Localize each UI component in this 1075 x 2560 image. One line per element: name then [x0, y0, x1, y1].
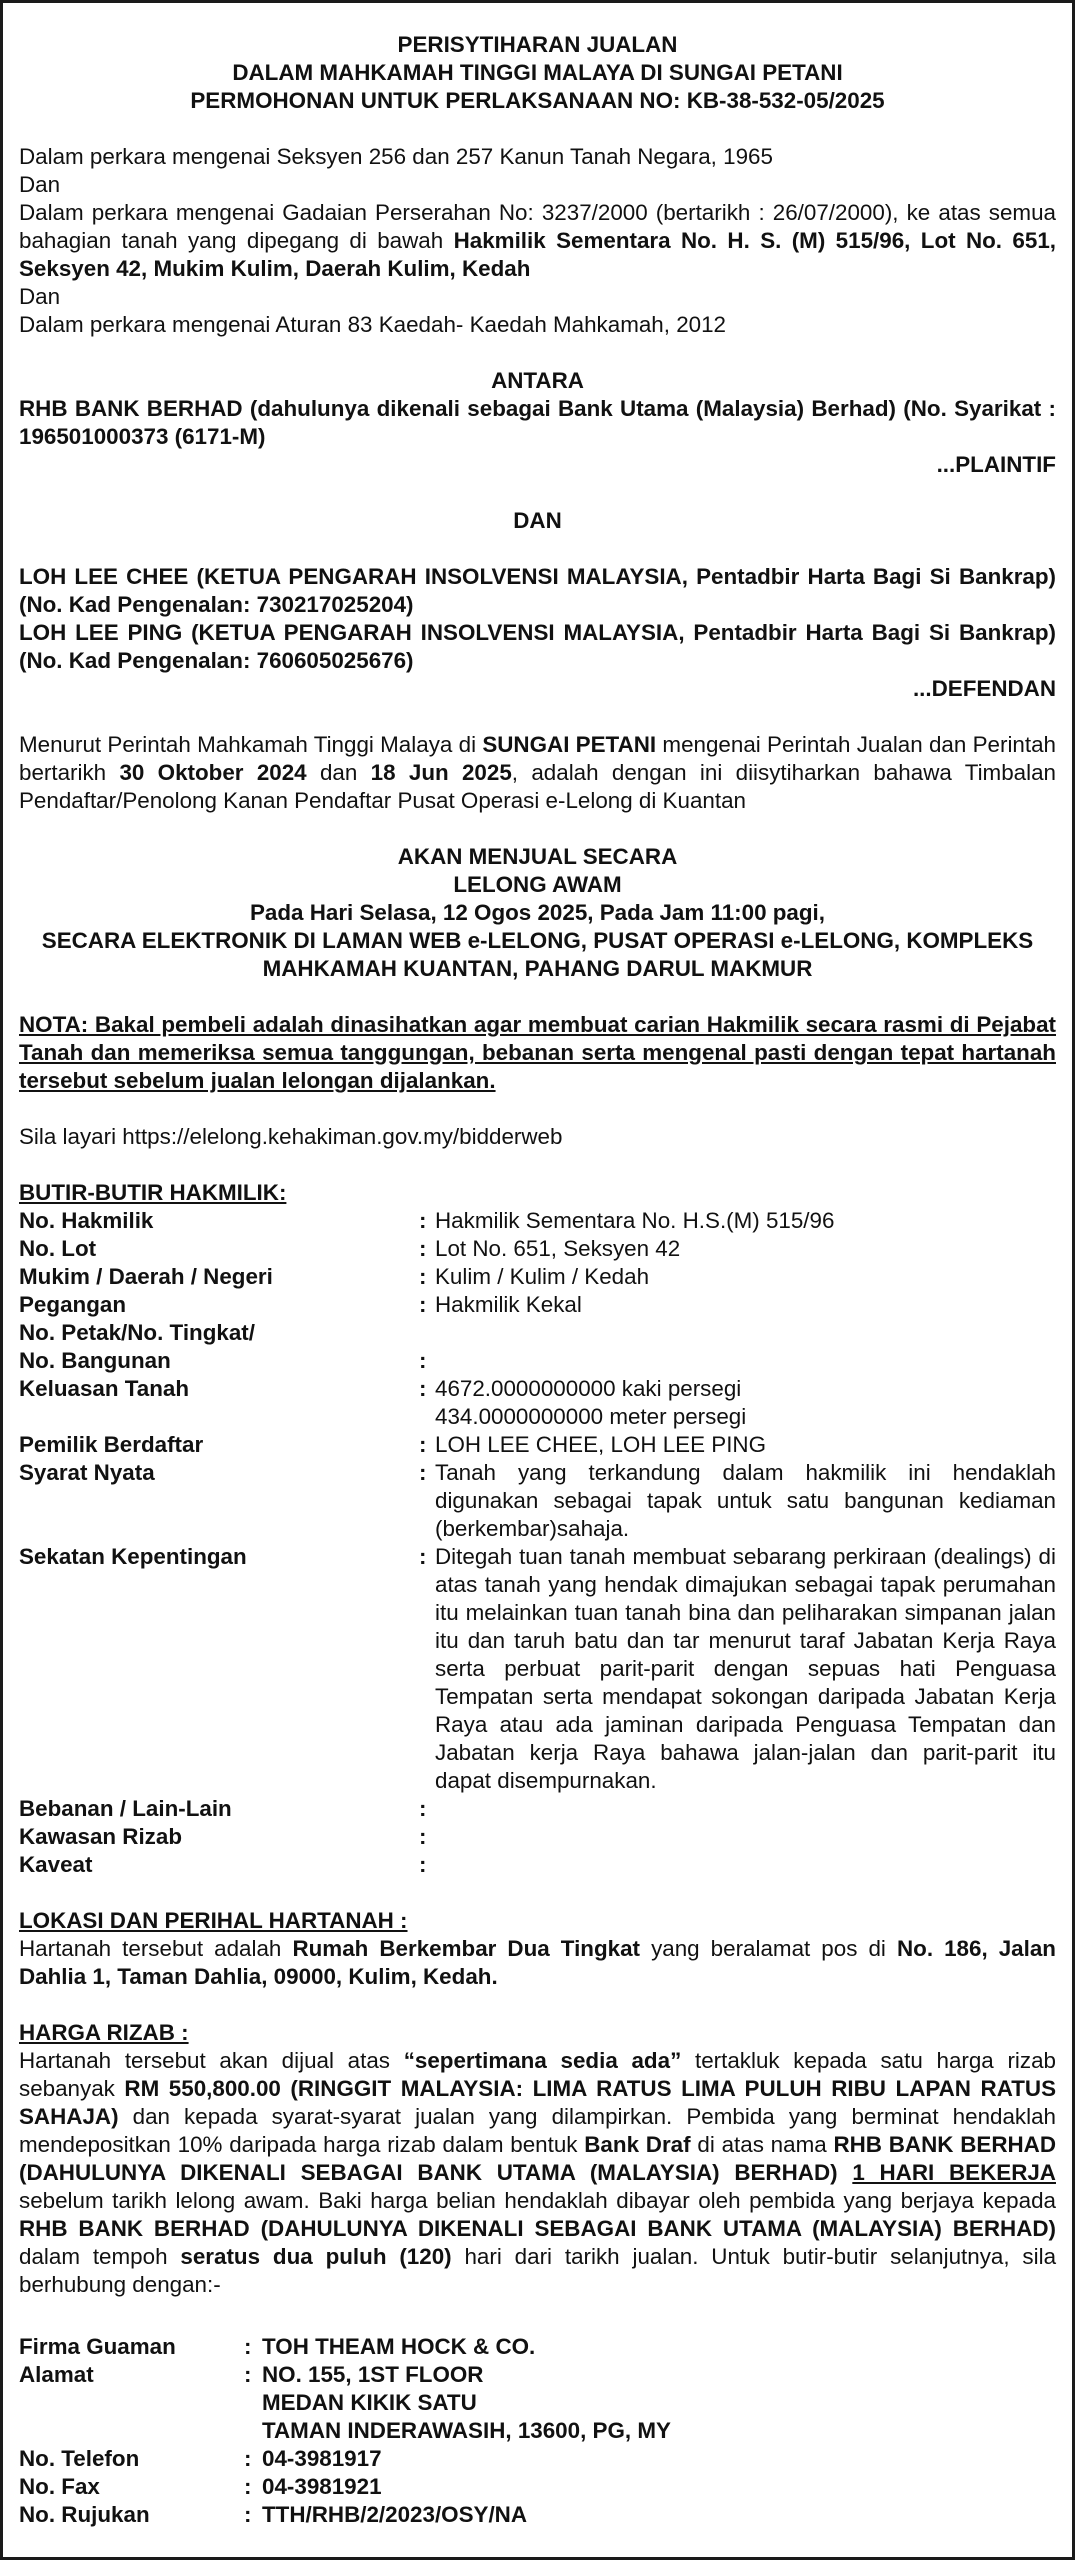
- colon: :: [419, 1208, 427, 1233]
- payee-bank-1: RHB BANK BERHAD (DAHULUNYA DIKENALI SEBAGAI BANK UTAMA (MALAYSIA) BERHAD): [19, 2132, 1056, 2185]
- plaintiff-role: ...PLAINTIF: [936, 452, 1056, 477]
- title-detail-label: Bebanan / Lain-Lain: [19, 1796, 232, 1821]
- matter-charge-text: Dalam perkara mengenai Gadaian Perserahan No: 3237/2000 (bertarikh : 26/07/2000), ke atas semua bahagian tanah yang dipegang di bawah: [19, 200, 1056, 253]
- title-detail-value: [435, 1235, 1056, 1263]
- colon: :: [419, 1376, 427, 1401]
- title-detail-value-line: 4672.0000000000 kaki persegi: [435, 1376, 742, 1401]
- colon: :: [419, 1544, 427, 1569]
- property-address: No. 186, Jalan Dahlia 1, Taman Dahlia, 09000, Kulim, Kedah.: [19, 1936, 1056, 1989]
- title-detail-value: [435, 1263, 1056, 1291]
- title-detail-value: [435, 1319, 1056, 1347]
- order-date-1: 30 Oktober 2024: [119, 760, 307, 785]
- contact-row-reference: [19, 2501, 671, 2529]
- title-detail-label: Mukim / Daerah / Negeri: [19, 1264, 273, 1289]
- contact-row-address-2: [19, 2389, 671, 2417]
- title-detail-row: [19, 1319, 1056, 1347]
- reserve-text-1: Hartanah tersebut akan dijual atas: [19, 2048, 404, 2073]
- matter-and-2: Dan: [19, 284, 61, 309]
- colon: :: [419, 1292, 427, 1317]
- reserve-text-4: di atas nama: [690, 2132, 834, 2157]
- location-heading: LOKASI DAN PERIHAL HARTANAH :: [19, 1908, 408, 1933]
- order-text-3: dan: [306, 760, 371, 785]
- defendant-1: LOH LEE CHEE (KETUA PENGARAH INSOLVENSI MALAYSIA, Pentadbir Harta Bagi Si Bankrap)(No. Kad Pengenalan: 730217025204): [19, 564, 1056, 617]
- order-text-2: mengenai Perintah Jualan dan Perintah bertarikh: [19, 732, 1057, 785]
- reference-number: TTH/RHB/2/2023/OSY/NA: [262, 2502, 528, 2527]
- title-detail-label: Kaveat: [19, 1852, 93, 1877]
- colon: :: [419, 1432, 427, 1457]
- colon: :: [419, 1236, 427, 1261]
- reserve-price-amount: RM 550,800.00 (RINGGIT MALAYSIA: LIMA RATUS LIMA PULUH RIBU LAPAN RATUS SAHAJA): [19, 2076, 1057, 2129]
- title-detail-value: [435, 1543, 1056, 1795]
- reserve-price-paragraph: [19, 2047, 1056, 2299]
- title-detail-row: [19, 1375, 1056, 1431]
- order-court-location: SUNGAI PETANI: [482, 732, 657, 757]
- colon: :: [244, 2502, 252, 2527]
- colon: :: [419, 1460, 427, 1485]
- defendant-role: ...DEFENDAN: [912, 676, 1056, 701]
- colon: :: [244, 2362, 252, 2387]
- title-detail-row: [19, 1235, 1056, 1263]
- title-detail-value: [435, 1431, 1056, 1459]
- contact-row-firm: [19, 2333, 671, 2361]
- title-detail-label: No. Petak/No. Tingkat/: [19, 1320, 255, 1345]
- title-detail-value-line: Tanah yang terkandung dalam hakmilik ini hendaklah digunakan sebagai tapak untuk satu bangunan kediaman (berkembar)sahaja.: [435, 1460, 1056, 1541]
- title-detail-label: Pemilik Berdaftar: [19, 1432, 204, 1457]
- auction-date-time: Pada Hari Selasa, 12 Ogos 2025, Pada Jam 11:00 pagi,: [249, 900, 826, 925]
- property-type: Rumah Berkembar Dua Tingkat: [292, 1936, 641, 1961]
- auction-venue-2: MAHKAMAH KUANTAN, PAHANG DARUL MAKMUR: [262, 956, 813, 981]
- title-detail-label: No. Bangunan: [19, 1348, 171, 1373]
- auction-venue-1: SECARA ELEKTRONIK DI LAMAN WEB e-LELONG, PUSAT OPERASI e-LELONG, KOMPLEKS: [41, 928, 1034, 953]
- reserve-text-3: dan kepada syarat-syarat jualan yang dilampirkan. Pembida yang berminat hendaklah mendepositkan 10% daripada harga rizab dalam bentuk: [19, 2104, 1056, 2157]
- title-detail-value: [435, 1459, 1056, 1543]
- title-detail-value-line: Ditegah tuan tanah membuat sebarang perkiraan (dealings) di atas tanah yang hendak dimajukan sebagai tapak perumahan itu melainkan tuan tanah bina dan peliharakan simpanan jalan itu dan taruh batu dan tar menurut taraf Jabatan Kerja Raya serta perbuat parit-parit dengan sepuas hati Penguasa Tempatan serta mendapat sokongan daripada Jabatan Kerja Raya atau ada jaminan daripada Penguasa Tempatan dan Jabatan kerja Raya bahawa jalan-jalan dan parit-parit itu dapat disempurnakan.: [435, 1544, 1056, 1793]
- title-detail-value: [435, 1291, 1056, 1319]
- title-detail-value: [435, 1347, 1056, 1375]
- title-detail-row: [19, 1823, 1056, 1851]
- address-line-3: TAMAN INDERAWASIH, 13600, PG, MY: [262, 2418, 671, 2443]
- title-detail-row: [19, 1851, 1056, 1879]
- title-detail-label: Keluasan Tanah: [19, 1376, 190, 1401]
- reserve-price-heading: HARGA RIZAB :: [19, 2020, 189, 2045]
- contact-row-address-1: [19, 2361, 671, 2389]
- matter-rules-of-court: Dalam perkara mengenai Aturan 83 Kaedah- Kaedah Mahkamah, 2012: [19, 312, 727, 337]
- title-details-heading: BUTIR-BUTIR HAKMILIK:: [19, 1180, 287, 1205]
- auction-line-2: LELONG AWAM: [453, 872, 622, 897]
- fax-label: No. Fax: [19, 2474, 100, 2499]
- title-detail-label: Pegangan: [19, 1292, 127, 1317]
- plaintiff-name: RHB BANK BERHAD (dahulunya dikenali sebagai Bank Utama (Malaysia) Berhad) (No. Syarikat : 196501000373 (6171-M): [19, 396, 1056, 449]
- matter-charge: [19, 199, 1056, 283]
- title-detail-label: Syarat Nyata: [19, 1460, 155, 1485]
- matter-title-details: Hakmilik Sementara No. H. S. (M) 515/96, Lot No. 651, Seksyen 42, Mukim Kulim, Daerah Kulim, Kedah: [19, 228, 1056, 281]
- bank-draft: Bank Draf: [584, 2132, 691, 2157]
- colon: :: [419, 1264, 427, 1289]
- order-date-2: 18 Jun 2025: [370, 760, 512, 785]
- telephone-number: 04-3981917: [262, 2446, 382, 2471]
- colon: :: [419, 1852, 427, 1877]
- matter-national-land-code: Dalam perkara mengenai Seksyen 256 dan 257 Kanun Tanah Negara, 1965: [19, 144, 773, 169]
- title-detail-value-line: Hakmilik Sementara No. H.S.(M) 515/96: [435, 1208, 835, 1233]
- reserve-text-6: sebelum tarikh lelong awam. Baki harga belian hendaklah dibayar oleh pembida yang berjaya kepada: [19, 2188, 1056, 2213]
- contact-row-fax: [19, 2473, 671, 2501]
- title-detail-value-line: 434.0000000000 meter persegi: [435, 1404, 747, 1429]
- colon: :: [419, 1824, 427, 1849]
- auction-line-1: AKAN MENJUAL SECARA: [397, 844, 678, 869]
- title-detail-row: [19, 1347, 1056, 1375]
- as-is-basis: “sepertimana sedia ada”: [403, 2048, 682, 2073]
- title-details-table: [19, 1207, 1056, 1879]
- colon: :: [244, 2446, 252, 2471]
- title-detail-value: [435, 1207, 1056, 1235]
- defendant-2: LOH LEE PING (KETUA PENGARAH INSOLVENSI MALAYSIA, Pentadbir Harta Bagi Si Bankrap)(No. Kad Pengenalan: 760605025676): [19, 620, 1056, 673]
- matter-and-1: Dan: [19, 172, 61, 197]
- title-detail-row: [19, 1543, 1056, 1795]
- location-text-1: Hartanah tersebut adalah: [19, 1936, 293, 1961]
- title-detail-row: [19, 1263, 1056, 1291]
- location-text-2: yang beralamat pos di: [640, 1936, 897, 1961]
- payment-period: seratus dua puluh (120): [180, 2244, 452, 2269]
- application-number: PERMOHONAN UNTUK PERLAKSANAAN NO: KB-38-532-05/2025: [190, 88, 885, 113]
- reference-label: No. Rujukan: [19, 2502, 150, 2527]
- order-text-4: , adalah dengan ini diisytiharkan bahawa Timbalan Pendaftar/Penolong Kanan Pendaftar Pusat Operasi e-Lelong di Kuantan: [19, 760, 1056, 813]
- contact-row-address-3: [19, 2417, 671, 2445]
- contact-row-telephone: [19, 2445, 671, 2473]
- reserve-text-2: tertakluk kepada satu harga rizab sebanyak: [19, 2048, 1056, 2101]
- title-detail-row: [19, 1207, 1056, 1235]
- colon: :: [419, 1348, 427, 1373]
- telephone-label: No. Telefon: [19, 2446, 140, 2471]
- title-detail-label: No. Hakmilik: [19, 1208, 154, 1233]
- colon: [419, 1319, 435, 1347]
- reserve-text-5: [838, 2160, 853, 2185]
- title-detail-row: [19, 1291, 1056, 1319]
- colon: :: [244, 2334, 252, 2359]
- title-detail-row: [19, 1431, 1056, 1459]
- title-detail-value-line: LOH LEE CHEE, LOH LEE PING: [435, 1432, 766, 1457]
- notice-title: PERISYTIHARAN JUALAN: [397, 32, 678, 57]
- court-name: DALAM MAHKAMAH TINGGI MALAYA DI SUNGAI PETANI: [232, 60, 843, 85]
- contact-table: [19, 2333, 671, 2529]
- buyer-note: NOTA: Bakal pembeli adalah dinasihatkan agar membuat carian Hakmilik secara rasmi di Pejabat Tanah dan memeriksa semua tanggungan, bebanan serta mengenal pasti dengan tepat hartanah tersebut sebelum jualan lelongan dijalankan.: [19, 1012, 1056, 1093]
- title-detail-value: [435, 1823, 1056, 1851]
- title-detail-row: [19, 1795, 1056, 1823]
- reserve-text-8: hari dari tarikh jualan. Untuk butir-butir selanjutnya, sila berhubung dengan:-: [19, 2244, 1057, 2297]
- title-detail-value-line: Lot No. 651, Seksyen 42: [435, 1236, 681, 1261]
- title-detail-label: No. Lot: [19, 1236, 97, 1261]
- and-heading: DAN: [513, 508, 562, 533]
- deposit-deadline: 1 HARI BEKERJA: [852, 2160, 1056, 2185]
- reserve-text-7: dalam tempoh: [19, 2244, 181, 2269]
- colon: :: [244, 2474, 252, 2499]
- title-detail-value: [435, 1375, 1056, 1431]
- address-label: Alamat: [19, 2362, 94, 2387]
- title-detail-value: [435, 1851, 1056, 1879]
- order-text-1: Menurut Perintah Mahkamah Tinggi Malaya di: [19, 732, 483, 757]
- title-detail-row: [19, 1459, 1056, 1543]
- title-detail-value: [435, 1795, 1056, 1823]
- title-detail-label: Sekatan Kepentingan: [19, 1544, 247, 1569]
- payee-bank-2: RHB BANK BERHAD (DAHULUNYA DIKENALI SEBAGAI BANK UTAMA (MALAYSIA) BERHAD): [19, 2216, 1056, 2241]
- firm-label: Firma Guaman: [19, 2334, 176, 2359]
- colon: :: [419, 1796, 427, 1821]
- fax-number: 04-3981921: [262, 2474, 382, 2499]
- between-heading: ANTARA: [491, 368, 584, 393]
- court-order-paragraph: [19, 731, 1056, 815]
- address-line-2: MEDAN KIKIK SATU: [262, 2390, 477, 2415]
- title-detail-value-line: Hakmilik Kekal: [435, 1292, 582, 1317]
- title-detail-value-line: Kulim / Kulim / Kedah: [435, 1264, 650, 1289]
- title-detail-label: Kawasan Rizab: [19, 1824, 183, 1849]
- address-line-1: NO. 155, 1ST FLOOR: [262, 2362, 484, 2387]
- website-instruction: Sila layari https://elelong.kehakiman.gov.my/bidderweb: [19, 1124, 563, 1149]
- location-paragraph: [19, 1935, 1056, 1991]
- firm-name: TOH THEAM HOCK & CO.: [262, 2334, 536, 2359]
- matter-section: [19, 143, 1056, 339]
